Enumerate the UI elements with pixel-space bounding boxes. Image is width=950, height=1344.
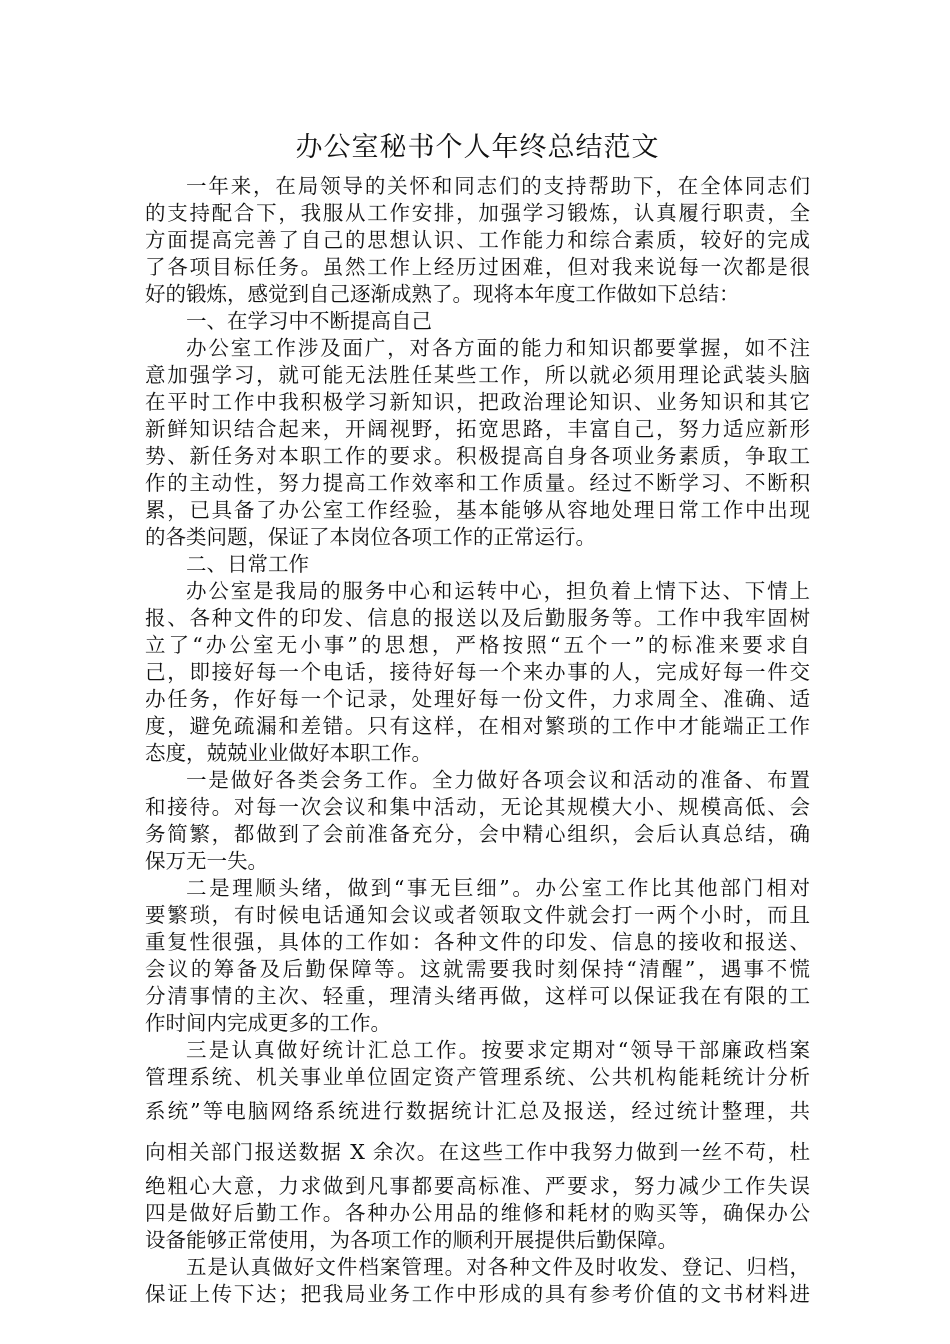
text-line: 作时间内完成更多的工作。 (145, 1011, 391, 1035)
text-line: 设备能够正常使用，为各项工作的顺利开展提供后勤保障。 (145, 1228, 678, 1252)
text-line: 度，避免疏漏和差错。只有这样，在相对繁琐的工作中才能端正工作 (145, 714, 810, 738)
text-line: 会议的筹备及后勤保障等。这就需要我时刻保持“清醒”，遇事不慌 (145, 957, 810, 981)
text-line: 管理系统、机关事业单位固定资产管理系统、公共机构能耗统计分析 (145, 1065, 810, 1089)
text-line: 的各类问题，保证了本岗位各项工作的正常运行。 (145, 525, 596, 549)
text-line: 新鲜知识结合起来，开阔视野，拓宽思路，丰富自己，努力适应新形 (145, 417, 810, 441)
text-line: 作的主动性，努力提高工作效率和工作质量。经过不断学习、不断积 (145, 471, 810, 495)
text-line: 四是做好后勤工作。各种办公用品的维修和耗材的购买等，确保办公 (145, 1201, 810, 1225)
text-line: 势、新任务对本职工作的要求。积极提高自身各项业务素质，争取工 (145, 444, 810, 468)
document-body (145, 173, 810, 1308)
text-line: 办公室工作涉及面广，对各方面的能力和知识都要掌握，如不注 (186, 336, 810, 360)
text-line: 一是做好各类会务工作。全力做好各项会议和活动的准备、布置 (186, 768, 810, 792)
text-line: 分清事情的主次、轻重，理清头绪再做，这样可以保证我在有限的工 (145, 984, 810, 1008)
text-line: 办任务，作好每一个记录，处理好每一份文件，力求周全、准确、适 (145, 687, 810, 711)
text-line: 保万无一失。 (145, 849, 268, 873)
text-line: 在平时工作中我积极学习新知识，把政治理论知识、业务知识和其它 (145, 390, 810, 414)
text-line: 向相关部门报送数据 X 余次。在这些工作中我努力做到一丝不苟，杜 (145, 1140, 810, 1164)
text-line: 二是理顺头绪，做到“事无巨细”。办公室工作比其他部门相对 (186, 876, 810, 900)
text-line: 要繁琐，有时候电话通知会议或者领取文件就会打一两个小时，而且 (145, 903, 810, 927)
document-title: 办公室秘书个人年终总结范文 (295, 132, 660, 163)
text-line: 三是认真做好统计汇总工作。按要求定期对“领导干部廉政档案 (186, 1038, 810, 1062)
text-line: 系统”等电脑网络系统进行数据统计汇总及报送，经过统计整理，共 (145, 1099, 810, 1123)
document-page (145, 128, 810, 1308)
text-line: 保证上传下达；把我局业务工作中形成的具有参考价值的文书材料进 (145, 1282, 810, 1306)
text-line: 办公室是我局的服务中心和运转中心，担负着上情下达、下情上 (186, 579, 810, 603)
text-line: 立了“办公室无小事”的思想，严格按照“五个一”的标准来要求自 (145, 633, 810, 657)
text-line: 二、日常工作 (186, 552, 309, 576)
text-line: 意加强学习，就可能无法胜任某些工作，所以就必须用理论武装头脑 (145, 363, 810, 387)
text-line: 的支持配合下，我服从工作安排，加强学习锻炼，认真履行职责，全 (145, 201, 810, 225)
text-line: 绝粗心大意，力求做到凡事都要高标准、严要求，努力减少工作失误 (145, 1174, 810, 1198)
text-line: 一年来，在局领导的关怀和同志们的支持帮助下，在全体同志们 (186, 174, 810, 198)
text-line: 了各项目标任务。虽然工作上经历过困难，但对我来说每一次都是很 (145, 255, 810, 279)
text-line: 态度，兢兢业业做好本职工作。 (145, 741, 432, 765)
text-line: 好的锻炼，感觉到自己逐渐成熟了。现将本年度工作做如下总结： (145, 282, 740, 306)
text-line: 和接待。对每一次会议和集中活动，无论其规模大小、规模高低、会 (145, 795, 810, 819)
text-line: 务简繁，都做到了会前准备充分，会中精心组织，会后认真总结，确 (145, 822, 810, 846)
text-line: 己，即接好每一个电话，接待好每一个来办事的人，完成好每一件交 (145, 660, 810, 684)
text-line: 累，已具备了办公室工作经验，基本能够从容地处理日常工作中出现 (145, 498, 810, 522)
text-line: 方面提高完善了自己的思想认识、工作能力和综合素质，较好的完成 (145, 228, 810, 252)
text-line: 一、在学习中不断提高自己 (186, 309, 432, 333)
text-line: 重复性很强，具体的工作如：各种文件的印发、信息的接收和报送、 (145, 930, 810, 954)
text-line: 五是认真做好文件档案管理。对各种文件及时收发、登记、归档， (186, 1255, 810, 1279)
text-line: 报、各种文件的印发、信息的报送以及后勤服务等。工作中我牢固树 (145, 606, 810, 630)
